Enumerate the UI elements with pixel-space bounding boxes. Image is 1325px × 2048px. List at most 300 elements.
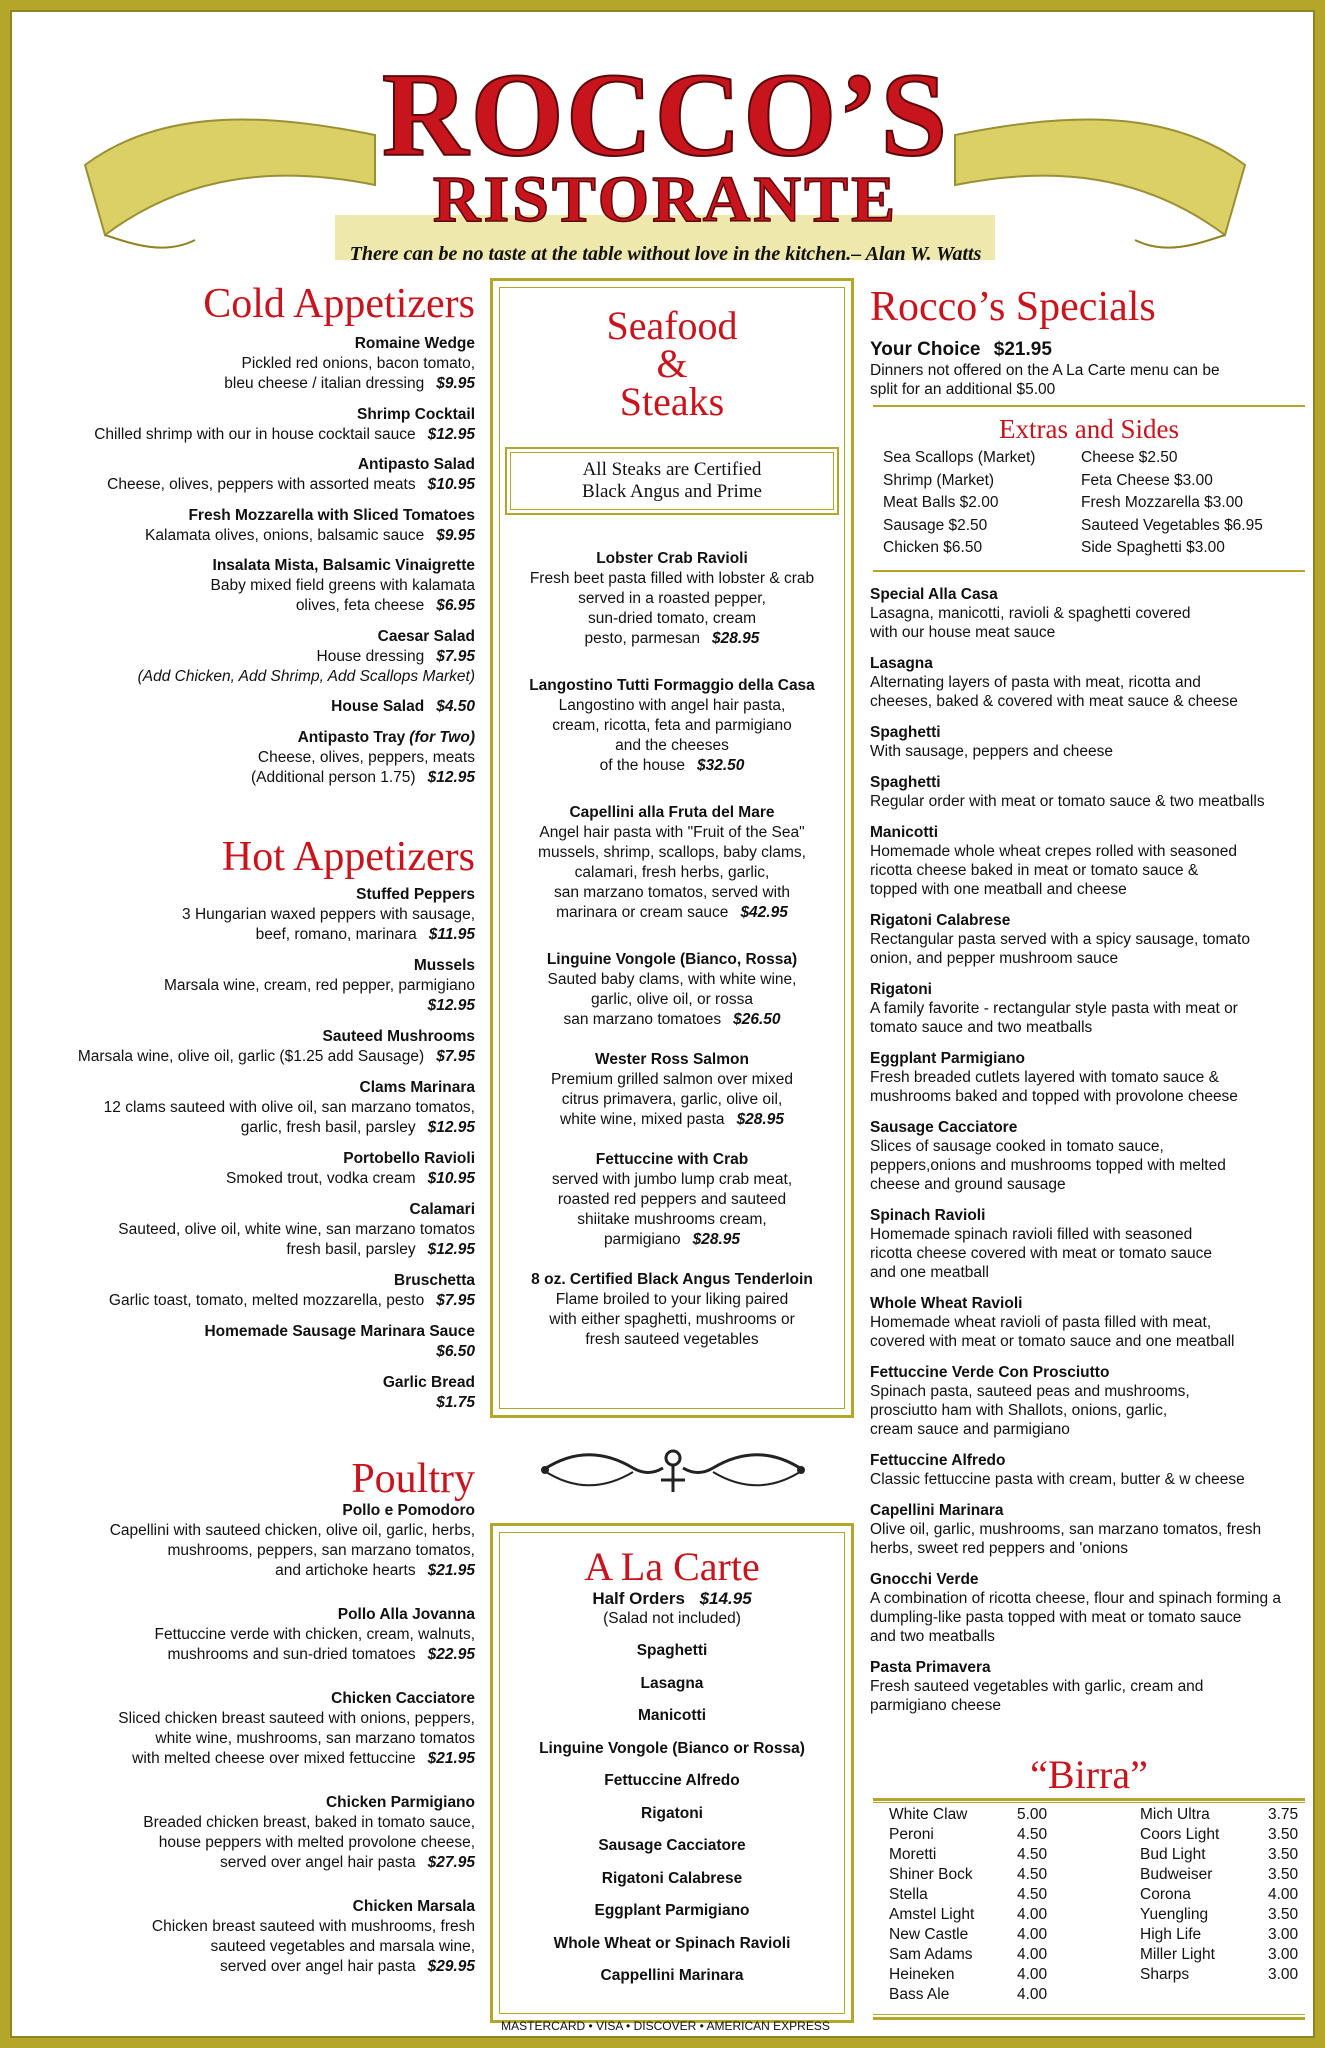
menu-item xyxy=(35,1027,475,1067)
item-name: Antipasto Tray xyxy=(297,728,406,746)
item-description: with melted cheese over mixed fettuccine xyxy=(132,1750,416,1767)
beer-row xyxy=(889,1905,1047,1925)
item-description: beef, romano, marinara xyxy=(255,926,417,943)
item-description: Cheese, olives, peppers with assorted meats xyxy=(107,476,416,493)
item-description: cheeses, baked & covered with meat sauce & cheese xyxy=(870,693,1238,710)
steaks-note-line2: Black Angus and Prime xyxy=(582,481,762,502)
item-description: topped with one meatball and cheese xyxy=(870,881,1127,898)
menu-item xyxy=(35,1373,475,1413)
specials-list xyxy=(870,585,1300,1727)
item-description: Garlic toast, tomato, melted mozzarella, pesto xyxy=(108,1292,425,1309)
seafood-item xyxy=(495,1050,849,1130)
beer-row xyxy=(889,1885,1047,1905)
item-description: Fettuccine verde with chicken, cream, walnuts, xyxy=(154,1626,475,1643)
alacarte-item: Lasagna xyxy=(640,1674,704,1692)
beer-name: Heineken xyxy=(889,1966,955,1983)
item-description: 12 clams sauteed with olive oil, san marzano tomatos, xyxy=(103,1099,475,1116)
item-description: mussels, shrimp, scallops, baby clams, xyxy=(538,844,806,861)
item-description: Fresh sauteed vegetables with garlic, cream and xyxy=(870,1678,1204,1695)
item-price: $6.95 xyxy=(436,597,475,614)
item-description: fresh sauteed vegetables xyxy=(585,1331,759,1348)
item-description: Sliced chicken breast sauteed with onions, peppers, xyxy=(118,1710,475,1727)
menu-item xyxy=(35,455,475,495)
item-description: Cheese, olives, peppers, meats xyxy=(257,748,475,766)
item-name: Fettuccine Verde Con Prosciutto xyxy=(870,1364,1110,1381)
beer-price: 4.00 xyxy=(1017,1966,1048,1983)
item-description: ricotta cheese covered with meat or tomato sauce xyxy=(870,1245,1213,1262)
extras-table xyxy=(883,447,1293,560)
item-description: with our house meat sauce xyxy=(870,624,1056,641)
steaks-note-box xyxy=(505,447,839,515)
item-price: $7.95 xyxy=(436,647,475,665)
beer-price: 3.00 xyxy=(1268,1946,1299,1963)
alacarte-item: Manicotti xyxy=(637,1707,707,1724)
restaurant-subtitle: RISTORANTE xyxy=(432,163,899,236)
beer-price: 4.50 xyxy=(1017,1846,1048,1863)
item-description: Kalamata olives, onions, balsamic sauce xyxy=(145,526,425,544)
item-price: $26.50 xyxy=(733,1011,781,1028)
menu-item xyxy=(35,405,475,445)
item-price: $21.95 xyxy=(427,1562,475,1579)
menu-item xyxy=(35,1897,475,1977)
item-name: House Salad xyxy=(331,698,425,715)
hot-appetizers-heading: Hot Appetizers xyxy=(221,834,475,880)
beer-row xyxy=(889,1965,1047,1985)
item-description: Homemade wheat ravioli of pasta filled with meat, xyxy=(870,1314,1212,1331)
split-note-1: Dinners not offered on the A La Carte menu can be xyxy=(870,362,1220,379)
item-description: With sausage, peppers and cheese xyxy=(870,743,1113,760)
beer-name: Mich Ultra xyxy=(1140,1806,1210,1823)
beer-row xyxy=(889,1945,1047,1965)
item-price: $4.50 xyxy=(436,698,475,715)
extras-row xyxy=(883,515,1293,538)
special-item xyxy=(870,773,1300,811)
beer-name: Bud Light xyxy=(1140,1846,1206,1863)
beer-price: 4.00 xyxy=(1268,1886,1299,1903)
item-description: served with jumbo lump crab meat, xyxy=(551,1171,793,1188)
item-price: $12.95 xyxy=(427,997,475,1014)
item-name: Portobello Ravioli xyxy=(343,1150,475,1167)
item-name: Homemade Sausage Marinara Sauce xyxy=(204,1323,475,1340)
salad-note: (Salad not included) xyxy=(603,1610,741,1627)
item-description: Flame broiled to your liking paired xyxy=(555,1291,789,1308)
item-name: Capellini alla Fruta del Mare xyxy=(569,804,775,821)
special-item xyxy=(870,1206,1300,1282)
alacarte-item: Spaghetti xyxy=(636,1642,708,1659)
item-price: $9.95 xyxy=(436,375,475,392)
item-description: tomato sauce and two meatballs xyxy=(870,1019,1093,1036)
item-description: pesto, parmesan xyxy=(584,630,701,647)
item-description: cheese and ground sausage xyxy=(870,1176,1066,1193)
item-description: Chicken breast sauteed with mushrooms, fresh xyxy=(151,1918,475,1935)
item-description: citrus primavera, garlic, olive oil, xyxy=(561,1091,783,1108)
seafood-item xyxy=(495,1270,849,1350)
alacarte-item: Cappellini Marinara xyxy=(600,1967,744,1984)
item-name: Romaine Wedge xyxy=(354,335,475,352)
item-description: Lasagna, manicotti, ravioli & spaghetti covered xyxy=(870,605,1191,622)
item-description: Homemade spinach ravioli filled with seasoned xyxy=(870,1226,1193,1243)
beer-name: Bass Ale xyxy=(889,1986,950,2003)
item-name: Sauteed Mushrooms xyxy=(322,1028,475,1045)
item-name: Gnocchi Verde xyxy=(870,1571,979,1588)
beer-row xyxy=(889,1845,1047,1865)
item-description: Pickled red onions, bacon tomato, xyxy=(241,355,475,372)
item-description: parmigiano xyxy=(603,1231,681,1248)
item-name: Calamari xyxy=(409,1201,475,1218)
menu-item xyxy=(35,506,475,546)
item-description: white wine, mushrooms, san marzano tomatos xyxy=(155,1730,475,1747)
beer-row xyxy=(1140,1805,1298,1825)
beer-price: 4.00 xyxy=(1017,1906,1048,1923)
item-price: $10.95 xyxy=(427,476,475,493)
item-price: $28.95 xyxy=(712,630,760,647)
special-item xyxy=(870,1658,1300,1715)
seafood-item xyxy=(495,676,849,776)
extra-item: Sausage $2.50 xyxy=(883,516,988,534)
beer-name: Corona xyxy=(1140,1886,1191,1903)
item-name: Lasagna xyxy=(870,655,933,672)
item-description: shiitake mushrooms cream, xyxy=(577,1211,767,1228)
beer-price: 4.50 xyxy=(1017,1826,1048,1843)
item-description: Slices of sausage cooked in tomato sauce, xyxy=(870,1138,1164,1155)
item-description: 3 Hungarian waxed peppers with sausage, xyxy=(182,906,475,923)
item-description: san marzano tomatos, served with xyxy=(553,884,791,901)
item-description: mushrooms and sun-dried tomatoes xyxy=(167,1646,416,1663)
item-name: Rigatoni xyxy=(870,981,932,998)
beer-row xyxy=(889,1825,1047,1845)
beer-row xyxy=(889,1985,1047,2005)
extras-row xyxy=(883,537,1293,560)
item-name: Fresh Mozzarella with Sliced Tomatoes xyxy=(188,506,475,524)
item-price: $32.50 xyxy=(696,757,745,774)
ornament-flourish xyxy=(533,1440,813,1500)
item-name: Antipasto Salad xyxy=(357,456,475,473)
item-description: parmigiano cheese xyxy=(870,1697,1001,1714)
half-orders-label: Half Orders xyxy=(592,1589,685,1608)
special-item xyxy=(870,823,1300,899)
item-description: House dressing xyxy=(316,647,425,665)
item-description: ricotta cheese baked in meat or tomato sauce & xyxy=(870,862,1199,879)
extras-heading: Extras and Sides xyxy=(999,414,1179,444)
menu-item xyxy=(35,1271,475,1311)
item-price: $12.95 xyxy=(427,425,475,443)
item-name: Chicken Parmigiano xyxy=(325,1794,475,1811)
beer-row xyxy=(1140,1925,1298,1945)
extra-item: Meat Balls $2.00 xyxy=(883,494,999,511)
item-name: Lobster Crab Ravioli xyxy=(596,550,748,567)
beer-row xyxy=(1140,1905,1298,1925)
item-description: Fresh breaded cutlets layered with tomato sauce & xyxy=(870,1069,1219,1086)
menu-item xyxy=(35,556,475,616)
item-name: Special Alla Casa xyxy=(870,586,998,603)
item-description: Homemade whole wheat crepes rolled with seasoned xyxy=(870,843,1238,860)
item-name: Rigatoni Calabrese xyxy=(870,912,1011,929)
beer-name: Shiner Bock xyxy=(889,1866,973,1883)
seafood-item xyxy=(495,803,849,923)
alacarte-item: Linguine Vongole (Bianco or Rossa) xyxy=(539,1739,805,1757)
special-item xyxy=(870,1451,1300,1489)
item-name: Spinach Ravioli xyxy=(870,1207,986,1224)
item-description: calamari, fresh herbs, garlic, xyxy=(574,864,770,881)
beer-price: 3.50 xyxy=(1268,1846,1299,1863)
steaks-note-line1: All Steaks are Certified xyxy=(582,459,762,480)
beer-row xyxy=(1140,1845,1298,1865)
item-description: prosciutto ham with Shallots, onions, garlic, xyxy=(870,1402,1168,1419)
item-name: Linguine Vongole (Bianco, Rossa) xyxy=(546,951,798,968)
menu-item xyxy=(35,1793,475,1873)
item-price: $11.95 xyxy=(428,926,475,943)
item-description: (Additional person 1.75) xyxy=(251,768,416,786)
item-description: Langostino with angel hair pasta, xyxy=(558,697,786,714)
specials-heading: Rocco’s Specials xyxy=(870,284,1156,330)
item-price: $7.95 xyxy=(436,1292,475,1309)
beer-price: 4.50 xyxy=(1017,1886,1048,1903)
item-name: Insalata Mista, Balsamic Vinaigrette xyxy=(212,557,475,574)
alacarte-item: Fettuccine Alfredo xyxy=(604,1772,740,1789)
item-name: Fettuccine Alfredo xyxy=(870,1452,1006,1469)
item-price: $22.95 xyxy=(427,1646,475,1663)
item-description: Marsala wine, olive oil, garlic ($1.25 add Sausage) xyxy=(77,1048,425,1065)
item-description: A combination of ricotta cheese, flour and spinach forming a xyxy=(870,1590,1281,1607)
beer-name: Sam Adams xyxy=(889,1946,973,1963)
item-price: $12.95 xyxy=(427,768,475,786)
seafood-item xyxy=(495,950,849,1030)
quote: There can be no taste at the table without love in the kitchen.– Alan W. Watts xyxy=(349,243,982,265)
special-item xyxy=(870,585,1300,642)
menu-item xyxy=(35,1078,475,1138)
beer-name: Sharps xyxy=(1140,1966,1190,1983)
special-item xyxy=(870,980,1300,1037)
special-item xyxy=(870,1501,1300,1558)
item-description: onion, and pepper mushroom sauce xyxy=(870,950,1119,967)
hot-appetizers-section xyxy=(35,833,475,1424)
item-name: Pollo Alla Jovanna xyxy=(337,1606,475,1623)
item-name: Wester Ross Salmon xyxy=(595,1051,749,1068)
alacarte-item: Eggplant Parmigiano xyxy=(594,1902,750,1919)
alacarte-item: Rigatoni xyxy=(641,1804,703,1822)
item-name: Clams Marinara xyxy=(359,1079,475,1096)
seafood-heading: Seafood xyxy=(606,303,738,348)
extras-row xyxy=(883,447,1293,470)
beer-name: Moretti xyxy=(889,1846,937,1863)
extras-top-rule xyxy=(873,405,1305,407)
item-name: 8 oz. Certified Black Angus Tenderloin xyxy=(531,1271,813,1288)
item-description: and artichoke hearts xyxy=(275,1562,416,1579)
item-description: Smoked trout, vodka cream xyxy=(226,1170,416,1187)
item-description: Alternating layers of pasta with meat, ricotta and xyxy=(870,674,1201,691)
beer-name: Yuengling xyxy=(1140,1906,1209,1923)
special-item xyxy=(870,1363,1300,1439)
item-description: marinara or cream sauce xyxy=(556,904,729,921)
menu-item xyxy=(35,1501,475,1581)
item-price: $29.95 xyxy=(427,1958,475,1975)
extra-item: Shrimp (Market) xyxy=(883,471,995,489)
extras-row xyxy=(883,470,1293,493)
item-description: Capellini with sauteed chicken, olive oil, garlic, herbs, xyxy=(109,1522,475,1539)
item-description: sauteed vegetables and marsala wine, xyxy=(210,1938,475,1955)
beer-price: 4.00 xyxy=(1017,1926,1048,1943)
item-name: Pollo e Pomodoro xyxy=(342,1502,475,1519)
item-price: $27.95 xyxy=(427,1854,475,1871)
extra-item: Chicken $6.50 xyxy=(883,539,983,556)
item-price: $7.95 xyxy=(436,1048,475,1065)
beer-name: White Claw xyxy=(889,1806,968,1823)
special-item xyxy=(870,1570,1300,1646)
item-description: bleu cheese / italian dressing xyxy=(224,375,425,392)
birra-right-table xyxy=(1140,1805,1298,1985)
alacarte-item: Whole Wheat or Spinach Ravioli xyxy=(553,1934,791,1952)
item-description: house peppers with melted provolone cheese, xyxy=(158,1834,475,1851)
beer-row xyxy=(889,1925,1047,1945)
extra-item: Fresh Mozzarella $3.00 xyxy=(1081,494,1243,511)
restaurant-title: ROCCO’S xyxy=(381,48,950,181)
item-description: Chilled shrimp with our in house cocktail sauce xyxy=(94,425,416,443)
item-description: garlic, olive oil, or rossa xyxy=(591,991,753,1008)
item-name: Chicken Marsala xyxy=(352,1898,475,1915)
item-description: Sauteed, olive oil, white wine, san marzano tomatos xyxy=(118,1221,475,1238)
item-description: Regular order with meat or tomato sauce & two meatballs xyxy=(870,793,1265,810)
beer-price: 4.00 xyxy=(1017,1946,1048,1963)
extra-item: Cheese $2.50 xyxy=(1081,449,1178,466)
item-price: $28.95 xyxy=(692,1231,741,1248)
beer-name: Coors Light xyxy=(1140,1826,1220,1843)
item-price: $28.95 xyxy=(736,1111,784,1128)
item-price: $6.50 xyxy=(436,1343,475,1360)
beer-name: Peroni xyxy=(889,1826,934,1843)
item-description: and two meatballs xyxy=(870,1628,995,1645)
menu-item xyxy=(35,728,475,788)
beer-row xyxy=(1140,1825,1298,1845)
item-price: $21.95 xyxy=(427,1750,475,1767)
extras-bottom-rule xyxy=(873,570,1305,572)
beer-name: High Life xyxy=(1140,1926,1202,1943)
item-name: Eggplant Parmigiano xyxy=(870,1050,1026,1067)
poultry-section xyxy=(35,1455,475,2001)
beer-name: Stella xyxy=(889,1886,928,1903)
item-description: with either spaghetti, mushrooms or xyxy=(549,1311,795,1328)
menu-item xyxy=(35,956,475,1016)
item-name: Bruschetta xyxy=(394,1272,475,1289)
item-description: olives, feta cheese xyxy=(295,597,425,614)
item-description: dumpling-like pasta topped with meat or tomato sauce xyxy=(870,1609,1242,1626)
beer-price: 3.00 xyxy=(1268,1926,1299,1943)
menu-page xyxy=(12,12,1313,2036)
special-item xyxy=(870,911,1300,968)
extra-item: Sauteed Vegetables $6.95 xyxy=(1081,516,1263,534)
item-description: san marzano tomatoes xyxy=(563,1011,722,1028)
beer-name: New Castle xyxy=(889,1926,969,1943)
alacarte-heading: A La Carte xyxy=(584,1544,760,1589)
cold-appetizers-section xyxy=(35,280,475,798)
menu-item xyxy=(35,697,475,717)
poultry-heading: Poultry xyxy=(351,1456,475,1502)
item-description: and one meatball xyxy=(870,1264,989,1281)
item-description: garlic, fresh basil, parsley xyxy=(240,1119,416,1136)
menu-item xyxy=(35,334,475,394)
payment-methods: MASTERCARD • VISA • DISCOVER • AMERICAN EXPRESS xyxy=(501,2019,830,2033)
item-note: (Add Chicken, Add Shrimp, Add Scallops Market) xyxy=(137,667,475,685)
beer-row xyxy=(1140,1865,1298,1885)
item-price: $12.95 xyxy=(427,1241,475,1258)
beer-price: 3.00 xyxy=(1268,1966,1299,1983)
extras-row xyxy=(883,492,1293,515)
beer-price: 3.50 xyxy=(1268,1906,1299,1923)
beer-price: 3.50 xyxy=(1268,1826,1299,1843)
beer-name: Miller Light xyxy=(1140,1946,1215,1963)
extra-item: Side Spaghetti $3.00 xyxy=(1081,539,1225,556)
item-description: Sauted baby clams, with white wine, xyxy=(547,971,797,988)
beer-price: 4.50 xyxy=(1017,1866,1048,1883)
item-description: served over angel hair pasta xyxy=(219,1854,416,1871)
beer-row xyxy=(889,1865,1047,1885)
item-name: Garlic Bread xyxy=(382,1374,475,1391)
item-description: Fresh beet pasta filled with lobster & crab xyxy=(529,570,815,587)
item-name: Sausage Cacciatore xyxy=(870,1119,1018,1136)
menu-item xyxy=(35,1605,475,1665)
beer-price: 4.00 xyxy=(1017,1986,1048,2003)
alacarte-item: Rigatoni Calabrese xyxy=(601,1869,743,1887)
alacarte-item: Sausage Cacciatore xyxy=(598,1837,746,1854)
item-description: mushrooms baked and topped with provolone cheese xyxy=(870,1088,1238,1105)
item-name-note: (for Two) xyxy=(409,728,475,746)
item-description: served over angel hair pasta xyxy=(219,1958,416,1975)
item-description: Baby mixed field greens with kalamata xyxy=(210,577,475,594)
item-description: Spinach pasta, sauteed peas and mushrooms, xyxy=(870,1383,1190,1400)
ampersand: & xyxy=(656,341,688,386)
special-item xyxy=(870,1049,1300,1106)
item-name: Spaghetti xyxy=(870,724,941,741)
item-description: Angel hair pasta with "Fruit of the Sea" xyxy=(539,824,805,841)
item-name: Capellini Marinara xyxy=(870,1502,1004,1519)
item-name: Langostino Tutti Formaggio della Casa xyxy=(529,677,815,694)
seafood-item xyxy=(495,549,849,649)
item-name: Pasta Primavera xyxy=(870,1659,991,1676)
beer-row xyxy=(889,1805,1047,1825)
item-name: Stuffed Peppers xyxy=(356,886,475,903)
menu-item xyxy=(35,1689,475,1769)
steaks-heading: Steaks xyxy=(619,379,725,424)
item-description: peppers,onions and mushrooms topped with melted xyxy=(870,1157,1226,1174)
item-description: roasted red peppers and sauteed xyxy=(557,1191,787,1208)
item-name: Mussels xyxy=(413,957,475,974)
birra-heading: “Birra” xyxy=(1030,1752,1148,1797)
menu-item xyxy=(35,627,475,687)
item-description: sun-dried tomato, cream xyxy=(588,610,756,627)
item-name: Caesar Salad xyxy=(377,627,475,645)
item-description: white wine, mixed pasta xyxy=(560,1111,725,1128)
item-price: $9.95 xyxy=(436,526,475,544)
item-description: Olive oil, garlic, mushrooms, san marzano tomatos, fresh xyxy=(870,1521,1262,1538)
item-name: Manicotti xyxy=(870,824,939,841)
beer-row xyxy=(1140,1965,1298,1985)
item-description: Classic fettuccine pasta with cream, butter & w cheese xyxy=(870,1471,1245,1488)
item-name: Fettuccine with Crab xyxy=(595,1151,749,1168)
item-description: A family favorite - rectangular style pasta with meat or xyxy=(870,1000,1238,1017)
beer-price: 3.75 xyxy=(1268,1806,1299,1823)
item-name: Whole Wheat Ravioli xyxy=(870,1295,1023,1312)
item-description: cream sauce and parmigiano xyxy=(870,1421,1070,1438)
menu-item xyxy=(35,1200,475,1260)
special-item xyxy=(870,1294,1300,1351)
item-description: Premium grilled salmon over mixed xyxy=(550,1071,794,1088)
beer-price: 3.50 xyxy=(1268,1866,1299,1883)
menu-item xyxy=(35,1322,475,1362)
item-description: served in a roasted pepper, xyxy=(578,590,766,607)
your-choice-price: $21.95 xyxy=(993,339,1052,360)
beer-name: Budweiser xyxy=(1140,1866,1213,1883)
alacarte-section xyxy=(495,1545,849,1999)
item-name: Chicken Cacciatore xyxy=(331,1690,475,1707)
